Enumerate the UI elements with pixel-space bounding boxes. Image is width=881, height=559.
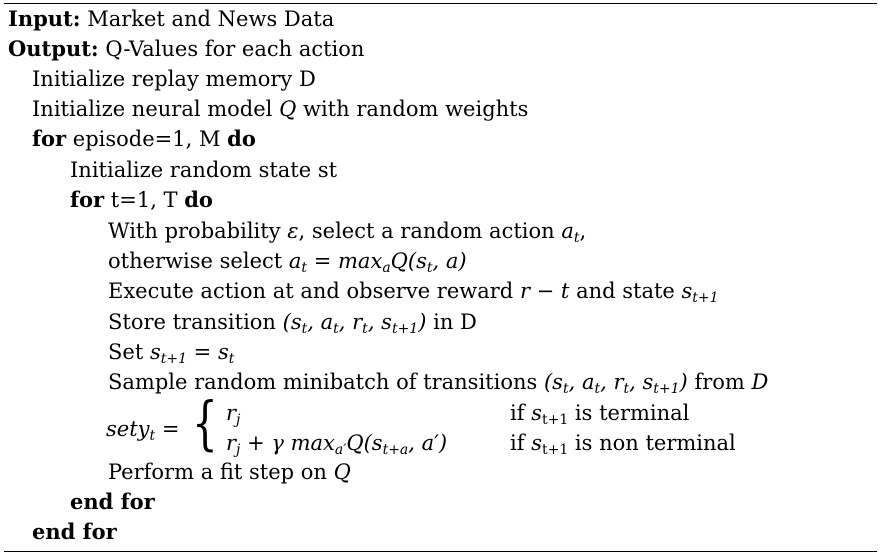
case-1-cond-text: is terminal (574, 401, 690, 425)
otherwise-action-var: a (288, 249, 302, 273)
sample-tuple: ($s_t$, $a_t$, $r_t$, $s_{t+1}$) (543, 370, 688, 397)
init-model-text-a: Initialize neural model (32, 97, 273, 121)
t-range: t=1, T (110, 188, 178, 212)
end-for-outer-text: end for (32, 519, 117, 544)
with-probability-line (108, 219, 586, 250)
left-brace: { (192, 389, 218, 457)
case-1-if: if (510, 401, 525, 425)
otherwise-max-sub: a (382, 260, 391, 276)
sample-var: D (751, 370, 769, 394)
end-for-inner (70, 490, 155, 514)
store-line (108, 310, 477, 341)
otherwise-text: otherwise select (108, 249, 283, 273)
case-2-q: Q(s (346, 431, 383, 455)
execute-state-var: s (681, 279, 693, 303)
otherwise-q: Q(s (390, 249, 427, 273)
case-1-cond (510, 401, 689, 432)
init-model-text-b: with random weights (302, 97, 529, 121)
with-prob-text-b: , select a random action (298, 219, 555, 243)
input-line (8, 7, 334, 31)
case-2-s: s (531, 431, 542, 455)
episode-range: episode=1, M (72, 127, 221, 151)
init-memory-line (32, 67, 316, 91)
init-memory-text: Initialize replay memory D (32, 67, 316, 91)
execute-line (108, 279, 719, 310)
init-model-line (32, 97, 528, 121)
otherwise-s-sub: t (426, 260, 433, 276)
for-t-line (70, 188, 213, 212)
case-2-max-sub: a′ (334, 442, 347, 458)
case-2-s-sub2: t+1 (541, 442, 569, 458)
case-1-expr (226, 401, 240, 432)
otherwise-q-end: , a) (432, 249, 467, 273)
set-expr: $s_{t+1} = s_t$ (149, 340, 235, 367)
set-y-lhs: sety$_t$ = (106, 417, 180, 444)
for-keyword: for (32, 126, 67, 151)
store-text-b: in D (433, 310, 477, 334)
execute-reward-expr: r − t (519, 279, 570, 303)
execute-state-sub: t+1 (692, 290, 719, 306)
case-2-q-end: , a′) (408, 431, 448, 455)
fit-var: Q (333, 460, 351, 484)
store-text-a: Store transition (108, 310, 276, 334)
set-text: Set (108, 340, 144, 364)
output-line (8, 37, 364, 61)
do-keyword: do (227, 126, 256, 151)
case-2-cond-text: is non terminal (574, 431, 736, 455)
input-label: Input: (8, 6, 81, 31)
output-label: Output: (8, 36, 99, 61)
action-var: a (561, 219, 574, 243)
epsilon-symbol: ε (287, 219, 299, 243)
set-line (108, 340, 234, 371)
fit-text: Perform a fit step on (108, 460, 327, 484)
init-state-text: Initialize random state st (70, 158, 338, 182)
case-2-if: if (510, 431, 525, 455)
case-2-expr (226, 431, 447, 462)
init-state-line (70, 158, 337, 182)
case-2-gamma-max: + γ max (247, 431, 335, 455)
otherwise-action-sub: t (301, 260, 308, 276)
store-tuple: ($s_t$, $a_t$, $r_t$, $s_{t+1}$) (282, 310, 427, 337)
for-episode-line (32, 127, 256, 151)
init-model-var: Q (279, 97, 297, 121)
for-keyword-inner: for (70, 187, 105, 212)
case-2-cond (510, 431, 736, 462)
set-y-sub: t (149, 428, 156, 444)
case-2-s-sub: t+a (382, 442, 409, 458)
case-2-r: r (226, 431, 237, 455)
case-1-s: s (531, 401, 542, 425)
case-2-j: j (236, 442, 241, 458)
end-for-inner-text: end for (70, 489, 155, 514)
execute-text-a: Execute action at and observe reward (108, 279, 514, 303)
sample-text-a: Sample random minibatch of transitions (108, 370, 538, 394)
case-1-j: j (236, 412, 241, 428)
case-1-s-sub: t+1 (541, 412, 569, 428)
input-text: Market and News Data (87, 7, 335, 31)
execute-text-b: and state (576, 279, 675, 303)
fit-line (108, 460, 351, 484)
end-for-outer (32, 520, 117, 544)
comma: , (579, 219, 587, 243)
output-text: Q-Values for each action (105, 37, 365, 61)
bottom-rule (4, 551, 877, 552)
with-prob-text-a: With probability (108, 219, 281, 243)
set-y-var: sety (106, 417, 150, 441)
case-1-r: r (226, 401, 237, 425)
sample-text-b: from (694, 370, 745, 394)
otherwise-max: = max (313, 249, 383, 273)
otherwise-line (108, 249, 467, 280)
do-keyword-inner: do (184, 187, 213, 212)
action-sub: t (573, 230, 580, 246)
